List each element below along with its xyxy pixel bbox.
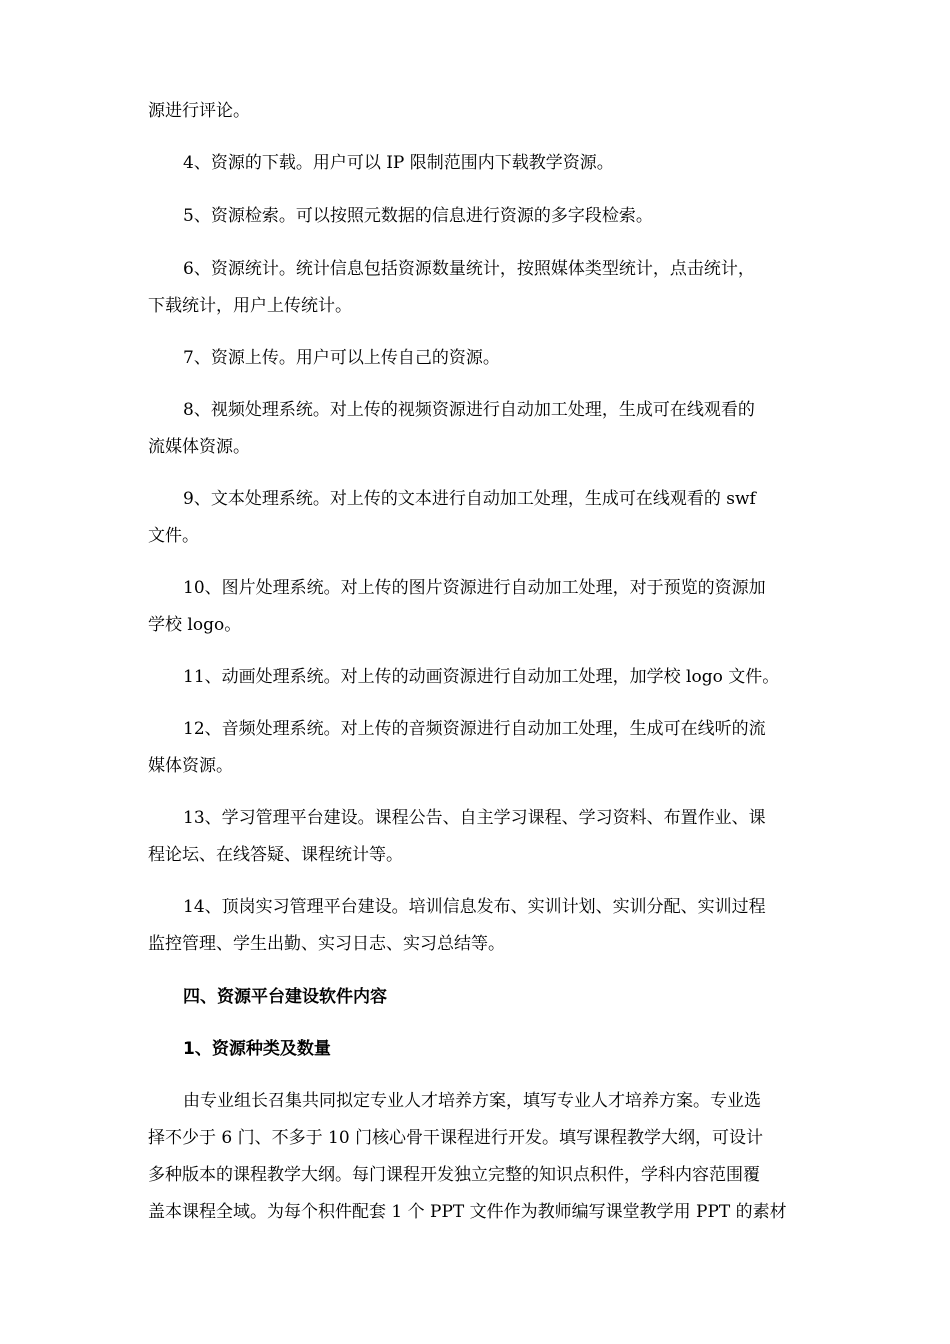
text-line: 程论坛、在线答疑、课程统计等。 (148, 845, 403, 865)
text-line: 媒体资源。 (148, 756, 233, 776)
text-line: 学校 logo。 (148, 615, 242, 635)
text-line: 5、资源检索。可以按照元数据的信息进行资源的多字段检索。 (183, 206, 653, 226)
text-line: 7、资源上传。用户可以上传自己的资源。 (183, 348, 500, 368)
list-item-14 (148, 889, 838, 963)
list-item-10 (148, 570, 838, 644)
text-line: 8、视频处理系统。对上传的视频资源进行自动加工处理，生成可在线观看的 (183, 400, 755, 420)
text-line: 11、动画处理系统。对上传的动画资源进行自动加工处理，加学校 logo 文件。 (183, 667, 780, 687)
text-line: 10、图片处理系统。对上传的图片资源进行自动加工处理，对于预览的资源加 (183, 578, 766, 598)
subsection-heading: 1、资源种类及数量 (183, 1039, 331, 1059)
list-item-13 (148, 800, 838, 874)
text-line: 下载统计，用户上传统计。 (148, 296, 352, 316)
list-item-11 (148, 659, 838, 696)
list-item-7 (148, 340, 838, 377)
list-item-9 (148, 481, 838, 555)
list-item-6 (148, 251, 838, 325)
text-line: 12、音频处理系统。对上传的音频资源进行自动加工处理，生成可在线听的流 (183, 719, 766, 739)
list-item-12 (148, 711, 838, 785)
text-line: 14、顶岗实习管理平台建设。培训信息发布、实训计划、实训分配、实训过程 (183, 897, 766, 917)
text-line: 择不少于 6 门、不多于 10 门核心骨干课程进行开发。填写课程教学大纲，可设计 (148, 1128, 764, 1148)
text-line: 监控管理、学生出勤、实习日志、实习总结等。 (148, 934, 505, 954)
paragraph-continuation (148, 93, 838, 130)
list-item-5 (148, 198, 838, 235)
text-line: 13、学习管理平台建设。课程公告、自主学习课程、学习资料、布置作业、课 (183, 808, 766, 828)
text-line: 由专业组长召集共同拟定专业人才培养方案，填写专业人才培养方案。专业选 (183, 1091, 761, 1111)
list-item-8 (148, 392, 838, 466)
text-line: 4、资源的下载。用户可以 IP 限制范围内下载教学资源。 (183, 153, 614, 173)
text-line: 文件。 (148, 526, 199, 546)
text-line: 9、文本处理系统。对上传的文本进行自动加工处理，生成可在线观看的 swf (183, 489, 756, 509)
list-item-4 (148, 145, 838, 182)
text-line: 盖本课程全域。为每个积件配套 1 个 PPT 文件作为教师编写课堂教学用 PPT 的素材 (148, 1202, 787, 1222)
body-paragraph (148, 1083, 838, 1231)
text-line: 6、资源统计。统计信息包括资源数量统计，按照媒体类型统计，点击统计， (183, 259, 755, 279)
text-line: 流媒体资源。 (148, 437, 250, 457)
text-line: 源进行评论。 (148, 101, 250, 121)
section-heading: 四、资源平台建设软件内容 (183, 987, 387, 1007)
text-line: 多种版本的课程教学大纲。每门课程开发独立完整的知识点积件，学科内容范围覆 (148, 1165, 760, 1185)
